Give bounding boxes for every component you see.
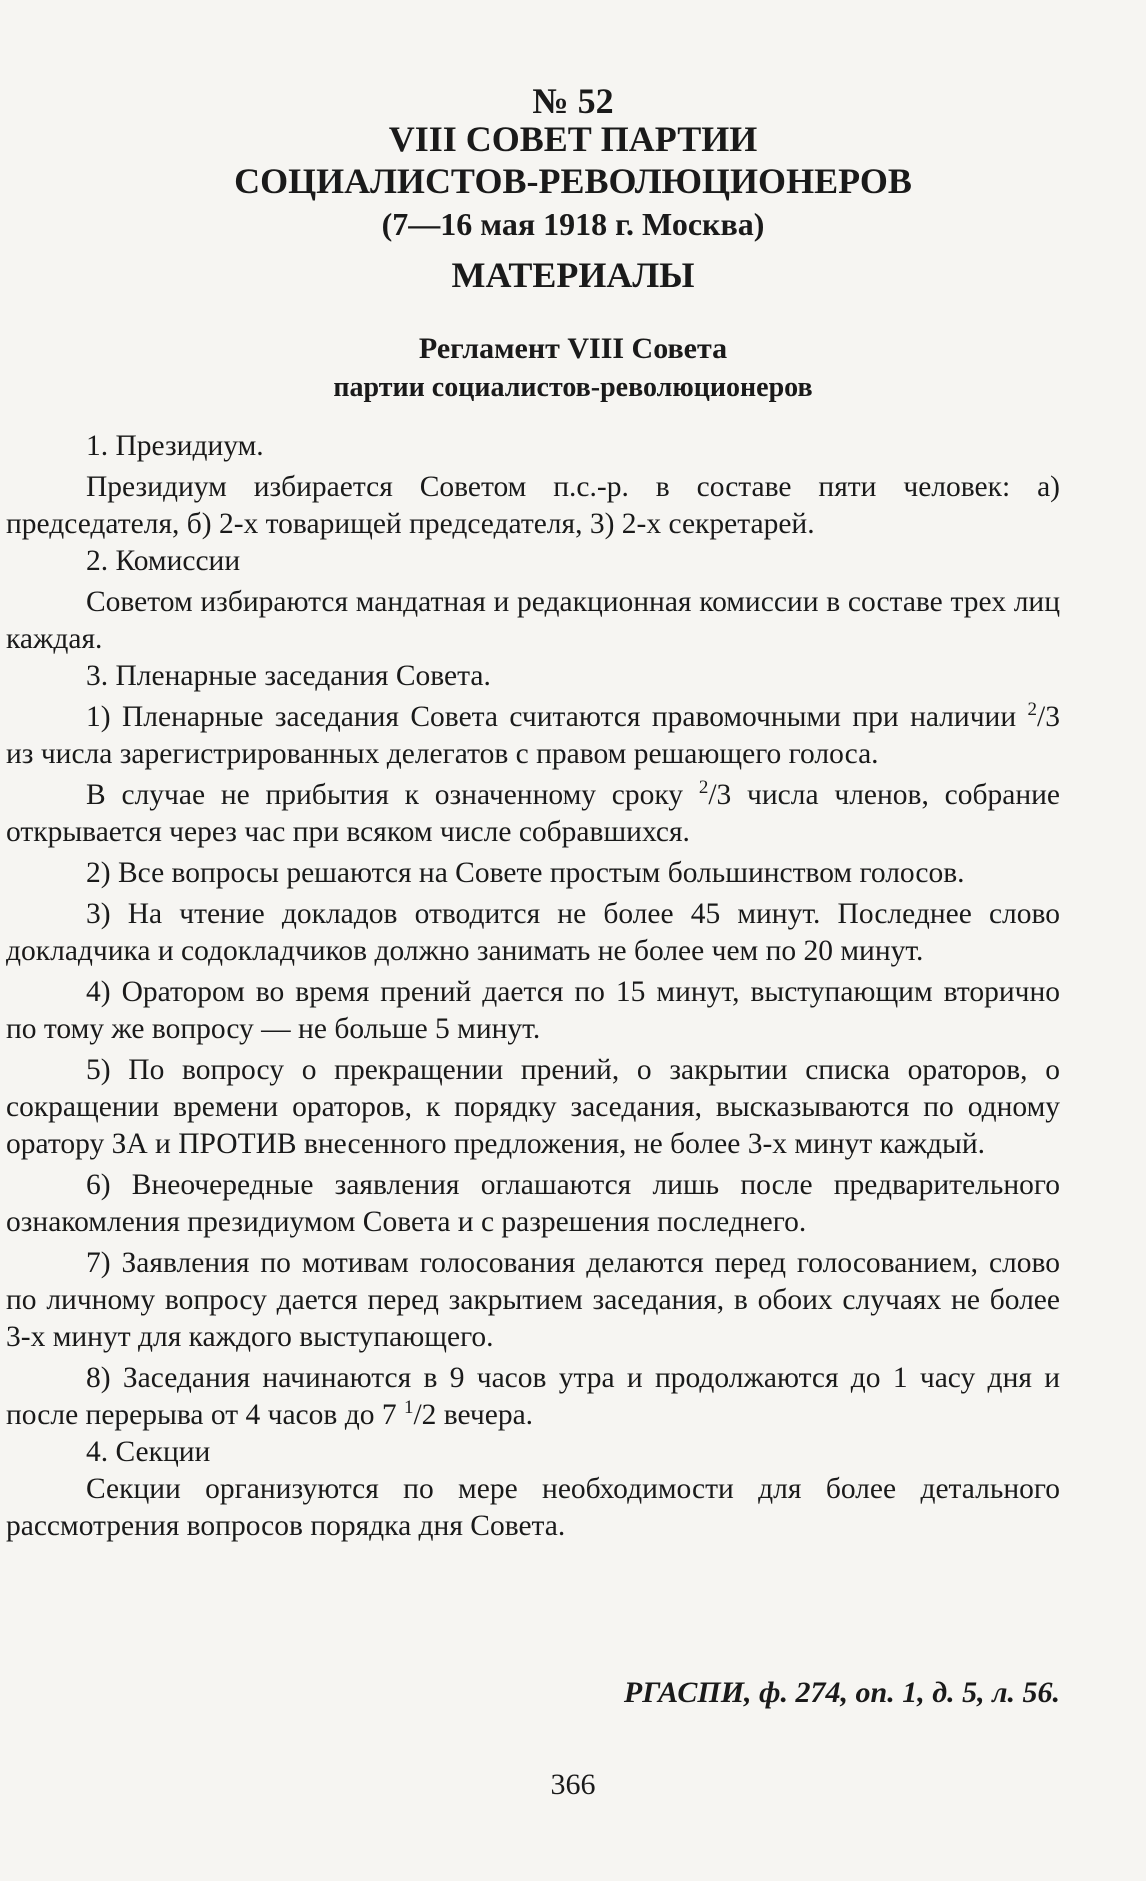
paragraph-text: 1) Пленарные заседания Совета считаются правомочными при наличии bbox=[86, 701, 1017, 733]
dates-line: (7—16 мая 1918 г. Москва) bbox=[381, 206, 765, 242]
section-heading: 1. Президиум. bbox=[86, 430, 264, 462]
archive-source: РГАСПИ, ф. 274, оп. 1, д. 5, л. 56. bbox=[623, 1676, 1060, 1709]
fraction-denominator: /3 bbox=[1037, 701, 1060, 733]
paragraph bbox=[6, 699, 1060, 773]
fraction-numerator: 1 bbox=[403, 1397, 414, 1419]
materials-heading: МАТЕРИАЛЫ bbox=[451, 255, 695, 295]
section-heading: 4. Секции bbox=[86, 1436, 211, 1468]
paragraph bbox=[6, 1360, 1060, 1434]
title-line-1: VIII СОВЕТ ПАРТИИ bbox=[388, 119, 758, 159]
fraction-denominator: /2 bbox=[413, 1399, 437, 1431]
paragraph: 4) Оратором во время прений дается по 15 минут, выступающим вторично по тому же вопросу — не больше 5 минут. bbox=[6, 976, 1060, 1045]
fraction-numerator: 2 bbox=[698, 777, 709, 799]
paragraph: 3) На чтение докладов отводится не более 45 минут. Последнее слово докладчика и содокладчиков должно занимать не более чем по 20 минут. bbox=[6, 898, 1060, 967]
page-number: 366 bbox=[550, 1768, 596, 1801]
section-heading: 3. Пленарные заседания Совета. bbox=[86, 660, 491, 692]
paragraph: Секции организуются по мере необходимости для более детального рассмотрения вопросов порядка дня Совета. bbox=[6, 1473, 1060, 1542]
document-body bbox=[6, 428, 1060, 1545]
paragraph bbox=[6, 777, 1060, 851]
fraction-denominator: /3 bbox=[708, 779, 732, 811]
paragraph: 7) Заявления по мотивам голосования делаются перед голосованием, слово по личному вопросу дается перед закрытием заседания, в обоих случаях не более 3-х минут для каждого выступающего. bbox=[6, 1247, 1060, 1353]
fraction-whole: 7 bbox=[381, 1399, 397, 1431]
subtitle-line-2: партии социалистов-революционеров bbox=[333, 372, 813, 403]
paragraph-text: вечера. bbox=[443, 1399, 534, 1431]
paragraph: 5) По вопросу о прекращении прений, о закрытии списка ораторов, о сокращении времени ораторов, к порядку заседания, высказываются по одному оратору ЗА и ПРОТИВ внесенного предложения, не более 3-х минут каждый. bbox=[6, 1054, 1060, 1160]
section-heading: 2. Комиссии bbox=[86, 545, 241, 577]
subtitle-line-1: Регламент VIII Совета bbox=[418, 332, 728, 365]
paragraph: 2) Все вопросы решаются на Совете простым большинством голосов. bbox=[86, 857, 965, 889]
document-number: № 52 bbox=[532, 81, 614, 121]
title-line-2: СОЦИАЛИСТОВ-РЕВОЛЮЦИОНЕРОВ bbox=[234, 161, 912, 201]
paragraph: Советом избираются мандатная и редакционная комиссии в составе трех лиц каждая. bbox=[6, 586, 1060, 655]
paragraph: Президиум избирается Советом п.с.-р. в составе пяти человек: а) председателя, б) 2-х товарищей председателя, 3) 2-х секретарей. bbox=[6, 471, 1060, 540]
paragraph-text: числа членов, собрание открывается через час при всяком числе собравшихся. bbox=[6, 779, 1060, 848]
paragraph: 6) Внеочередные заявления оглашаются лишь после предварительного ознакомления президиумом Совета и с разрешения последнего. bbox=[6, 1169, 1060, 1238]
paragraph-text: из числа зарегистрированных делегатов с правом решающего голоса. bbox=[6, 738, 879, 770]
paragraph-text: В случае не прибытия к означенному сроку bbox=[86, 779, 684, 811]
paragraph-text: 8) Заседания начинаются в 9 часов утра и продолжаются до 1 часу дня и после перерыва от 4 часов до bbox=[6, 1362, 1060, 1431]
fraction-numerator: 2 bbox=[1027, 699, 1038, 721]
